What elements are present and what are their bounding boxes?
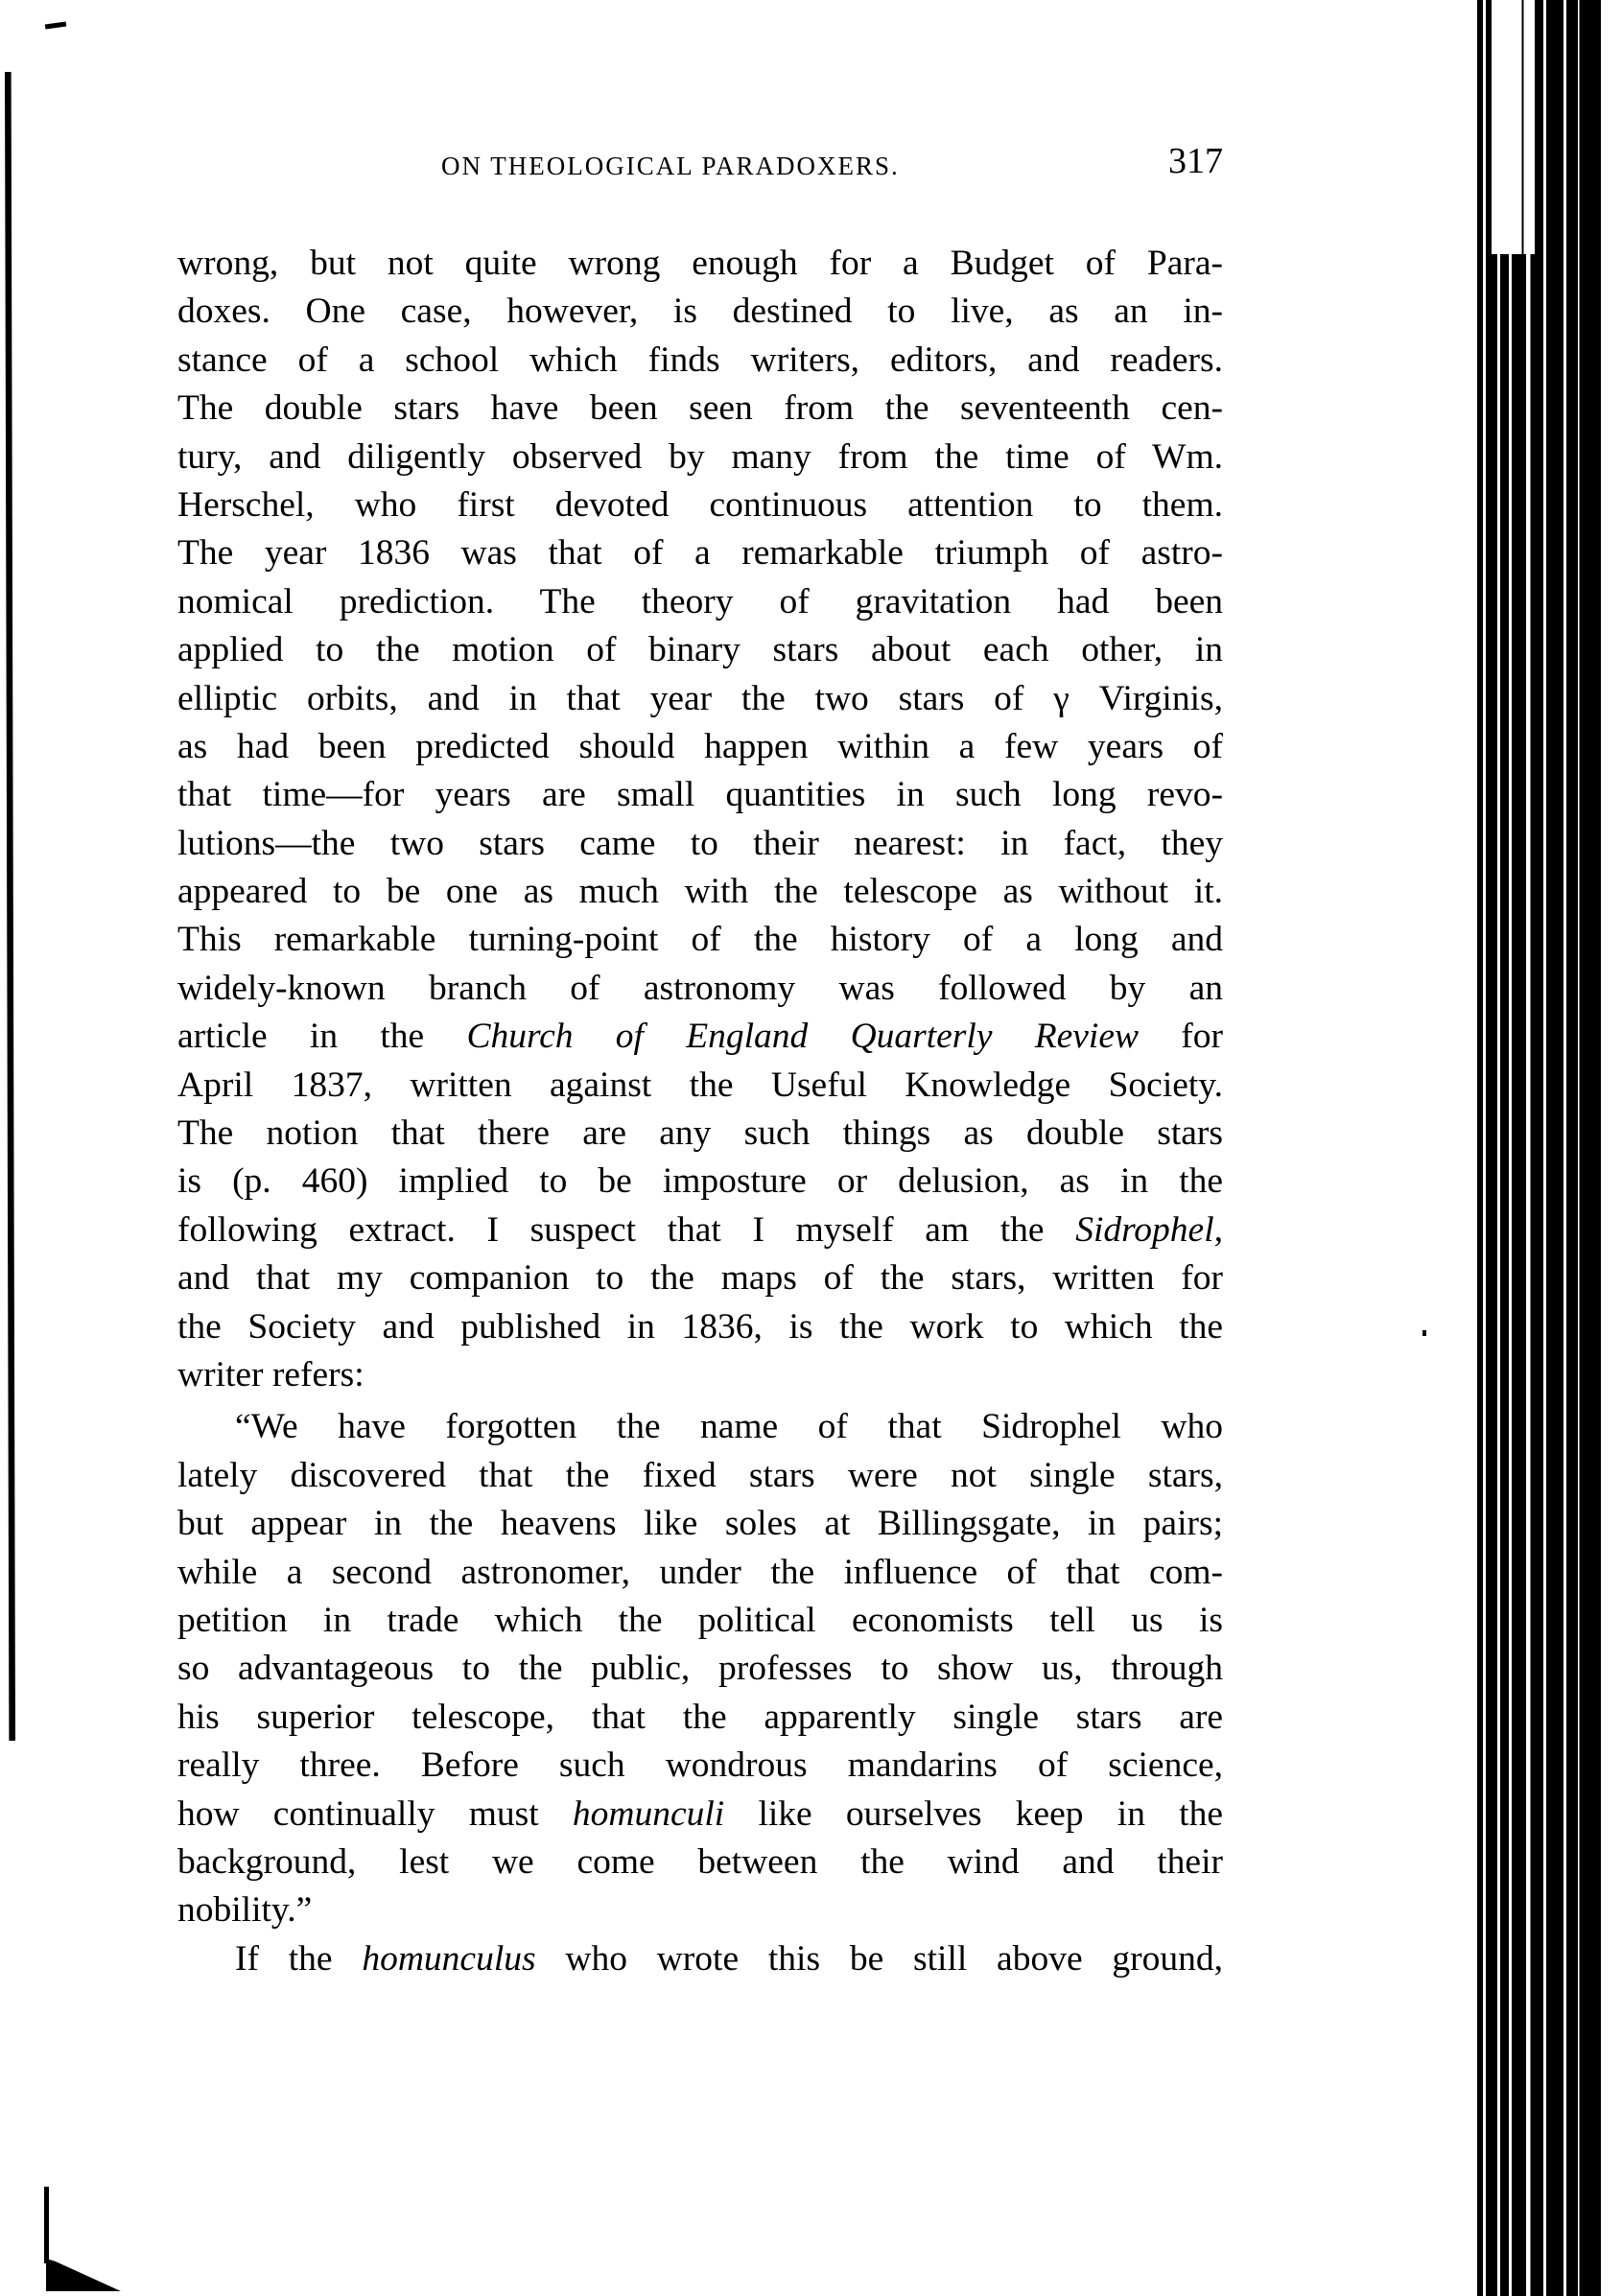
text-line: The year 1836 was that of a remarkable triumph of astro- <box>177 533 1223 574</box>
text-segment: for <box>1139 1017 1223 1057</box>
book-binding-highlight <box>1492 0 1535 254</box>
book-binding-edge <box>1477 0 1621 2296</box>
paragraph-final <box>177 1935 1223 1983</box>
scan-artifact-top-tick <box>45 21 66 29</box>
text-segment: If the <box>235 1938 363 1979</box>
text-line: The notion that there are any such things as double stars <box>177 1113 1223 1154</box>
body-text <box>177 240 1223 1983</box>
text-line: writer refers: <box>177 1354 364 1394</box>
text-line: elliptic orbits, and in that year the two stars of γ Virginis, <box>177 678 1223 718</box>
text-line: as had been predicted should happen within a few years of <box>177 726 1223 766</box>
text-line: applied to the motion of binary stars about each other, in <box>177 630 1223 670</box>
text-line: petition in trade which the political economists tell us is <box>177 1600 1223 1640</box>
italic-title: homunculus <box>362 1938 536 1979</box>
text-segment: who wrote this be still above ground, <box>535 1938 1223 1979</box>
text-line: the Society and published in 1836, is the work to which the <box>177 1306 1223 1347</box>
italic-title: Sidrophel, <box>1075 1209 1223 1250</box>
text-line: nomical prediction. The theory of gravitation had been <box>177 581 1223 621</box>
italic-title: homunculi <box>572 1793 725 1834</box>
text-line <box>177 1935 1223 1983</box>
paragraph-quote <box>177 1403 1223 1934</box>
page-header <box>177 134 1223 192</box>
text-line: doxes. One case, however, is destined to live, as an in- <box>177 292 1223 332</box>
text-line <box>177 1791 1223 1839</box>
text-segment: following extract. I suspect that I myself am the <box>177 1209 1076 1250</box>
scan-artifact-left-margin-rule-lower <box>44 2187 49 2263</box>
text-segment: article in the <box>177 1017 467 1057</box>
italic-title: Church of England Quarterly Review <box>466 1017 1139 1057</box>
text-segment: like ourselves keep in the <box>724 1793 1223 1834</box>
text-line: and that my companion to the maps of the stars, written for <box>177 1258 1223 1299</box>
text-line: that time—for years are small quantities in such long revo- <box>177 775 1223 815</box>
paragraph-main <box>177 240 1223 1399</box>
scan-artifact-dot <box>1422 1330 1426 1336</box>
text-line: stance of a school which finds writers, editors, and readers. <box>177 340 1223 380</box>
text-line <box>177 1013 1223 1061</box>
text-line: so advantageous to the public, professes to show us, through <box>177 1649 1223 1689</box>
text-line: The double stars have been seen from the seventeenth cen- <box>177 388 1223 429</box>
text-line: really three. Before such wondrous mandarins of science, <box>177 1745 1223 1786</box>
text-line: but appear in the heavens like soles at Billingsgate, in pairs; <box>177 1504 1223 1544</box>
text-line: April 1837, written against the Useful Knowledge Society. <box>177 1065 1223 1105</box>
page-number: 317 <box>1168 141 1223 181</box>
scan-artifact-left-margin-rule <box>5 72 15 1741</box>
scan-artifact-corner-wedge <box>46 2259 121 2291</box>
text-line: tury, and diligently observed by many from the time of Wm. <box>177 436 1223 477</box>
text-line: while a second astronomer, under the influence of that com- <box>177 1552 1223 1592</box>
text-line: This remarkable turning-point of the history of a long and <box>177 920 1223 960</box>
text-line: background, lest we come between the wind and their <box>177 1841 1223 1882</box>
running-head: ON THEOLOGICAL PARADOXERS. <box>441 152 900 180</box>
text-line: widely-known branch of astronomy was followed by an <box>177 968 1223 1008</box>
text-line <box>177 1207 1223 1254</box>
text-line: wrong, but not quite wrong enough for a Budget of Para- <box>177 244 1223 283</box>
text-line: Herschel, who first devoted continuous attention to them. <box>177 484 1223 525</box>
text-line: lately discovered that the fixed stars were not single stars, <box>177 1455 1223 1495</box>
text-line: lutions—the two stars came to their nearest: in fact, they <box>177 823 1223 863</box>
text-line: appeared to be one as much with the telescope as without it. <box>177 872 1223 912</box>
text-line: nobility.” <box>177 1890 313 1931</box>
text-line: his superior telescope, that the apparently single stars are <box>177 1697 1223 1737</box>
text-segment: how continually must <box>177 1793 573 1834</box>
text-line: “We have forgotten the name of that Sidrophel who <box>235 1407 1223 1447</box>
text-line: is (p. 460) implied to be imposture or delusion, as in the <box>177 1161 1223 1202</box>
